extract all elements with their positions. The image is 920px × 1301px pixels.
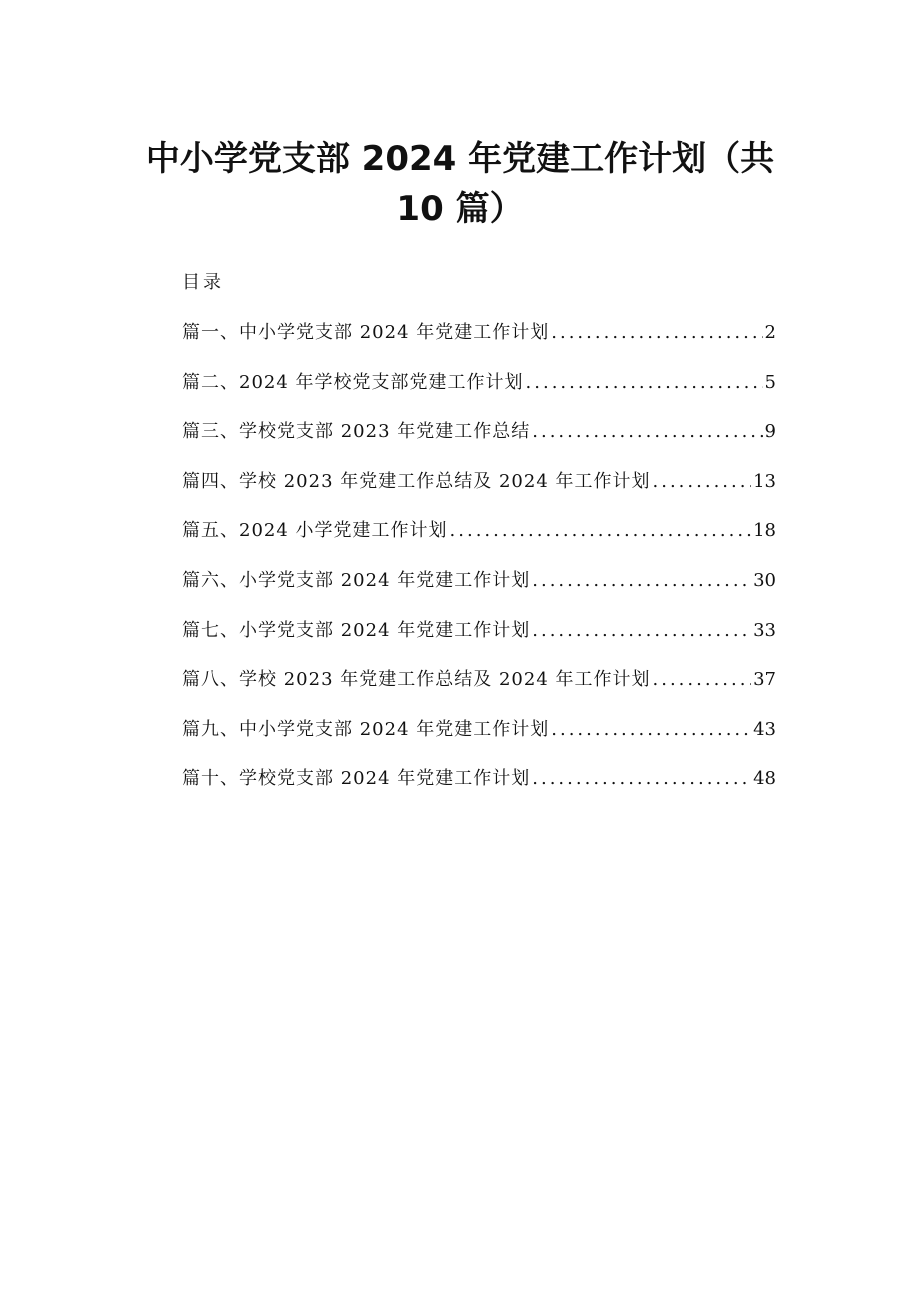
toc-heading: 目录 [182, 272, 224, 293]
toc-dot-leader [551, 320, 762, 346]
toc-dot-leader [532, 568, 751, 594]
toc-entry-title: 篇九、中小学党支部 2024 年党建工作计划 [182, 718, 550, 740]
toc-entry[interactable] [182, 717, 776, 767]
toc-page-number: 5 [764, 371, 776, 393]
toc-entry[interactable] [182, 370, 776, 420]
toc-entry[interactable] [182, 469, 776, 519]
toc-page-number: 33 [753, 619, 776, 641]
toc-entry-title: 篇三、学校党支部 2023 年党建工作总结 [182, 421, 531, 443]
toc-dot-leader [450, 518, 752, 544]
toc-entry[interactable] [182, 667, 776, 717]
toc-entry[interactable] [182, 419, 776, 469]
toc-entry-title: 篇六、小学党支部 2024 年党建工作计划 [182, 569, 531, 591]
toc-entry-title: 篇四、学校 2023 年党建工作总结及 2024 年工作计划 [182, 470, 651, 492]
toc-page-number: 9 [764, 421, 776, 443]
table-of-contents [182, 320, 776, 816]
toc-dot-leader [551, 717, 751, 743]
toc-dot-leader [653, 667, 752, 693]
toc-entry[interactable] [182, 568, 776, 618]
toc-entry-title: 篇五、2024 小学党建工作计划 [182, 520, 448, 542]
toc-page-number: 37 [753, 669, 776, 691]
toc-entry-title: 篇十、学校党支部 2024 年党建工作计划 [182, 768, 531, 790]
toc-entry[interactable] [182, 766, 776, 816]
toc-dot-leader [532, 618, 751, 644]
document-title: 中小学党支部 2024 年党建工作计划（共 10 篇） [145, 139, 775, 229]
toc-entry-title: 篇七、小学党支部 2024 年党建工作计划 [182, 619, 531, 641]
toc-entry-title: 篇八、学校 2023 年党建工作总结及 2024 年工作计划 [182, 669, 651, 691]
toc-page-number: 13 [753, 470, 776, 492]
toc-page-number: 2 [764, 322, 776, 343]
toc-entry-title: 篇一、中小学党支部 2024 年党建工作计划 [182, 322, 550, 343]
toc-page-number: 30 [753, 569, 776, 591]
toc-dot-leader [532, 419, 762, 445]
toc-entry-title: 篇二、2024 年学校党支部党建工作计划 [182, 371, 524, 393]
toc-dot-leader [526, 370, 763, 396]
toc-entry[interactable] [182, 518, 776, 568]
toc-dot-leader [653, 469, 752, 495]
toc-page-number: 43 [753, 718, 776, 740]
toc-page-number: 48 [753, 768, 776, 790]
toc-entry[interactable] [182, 618, 776, 668]
toc-entry[interactable] [182, 320, 776, 370]
toc-page-number: 18 [753, 520, 776, 542]
toc-dot-leader [532, 766, 751, 792]
